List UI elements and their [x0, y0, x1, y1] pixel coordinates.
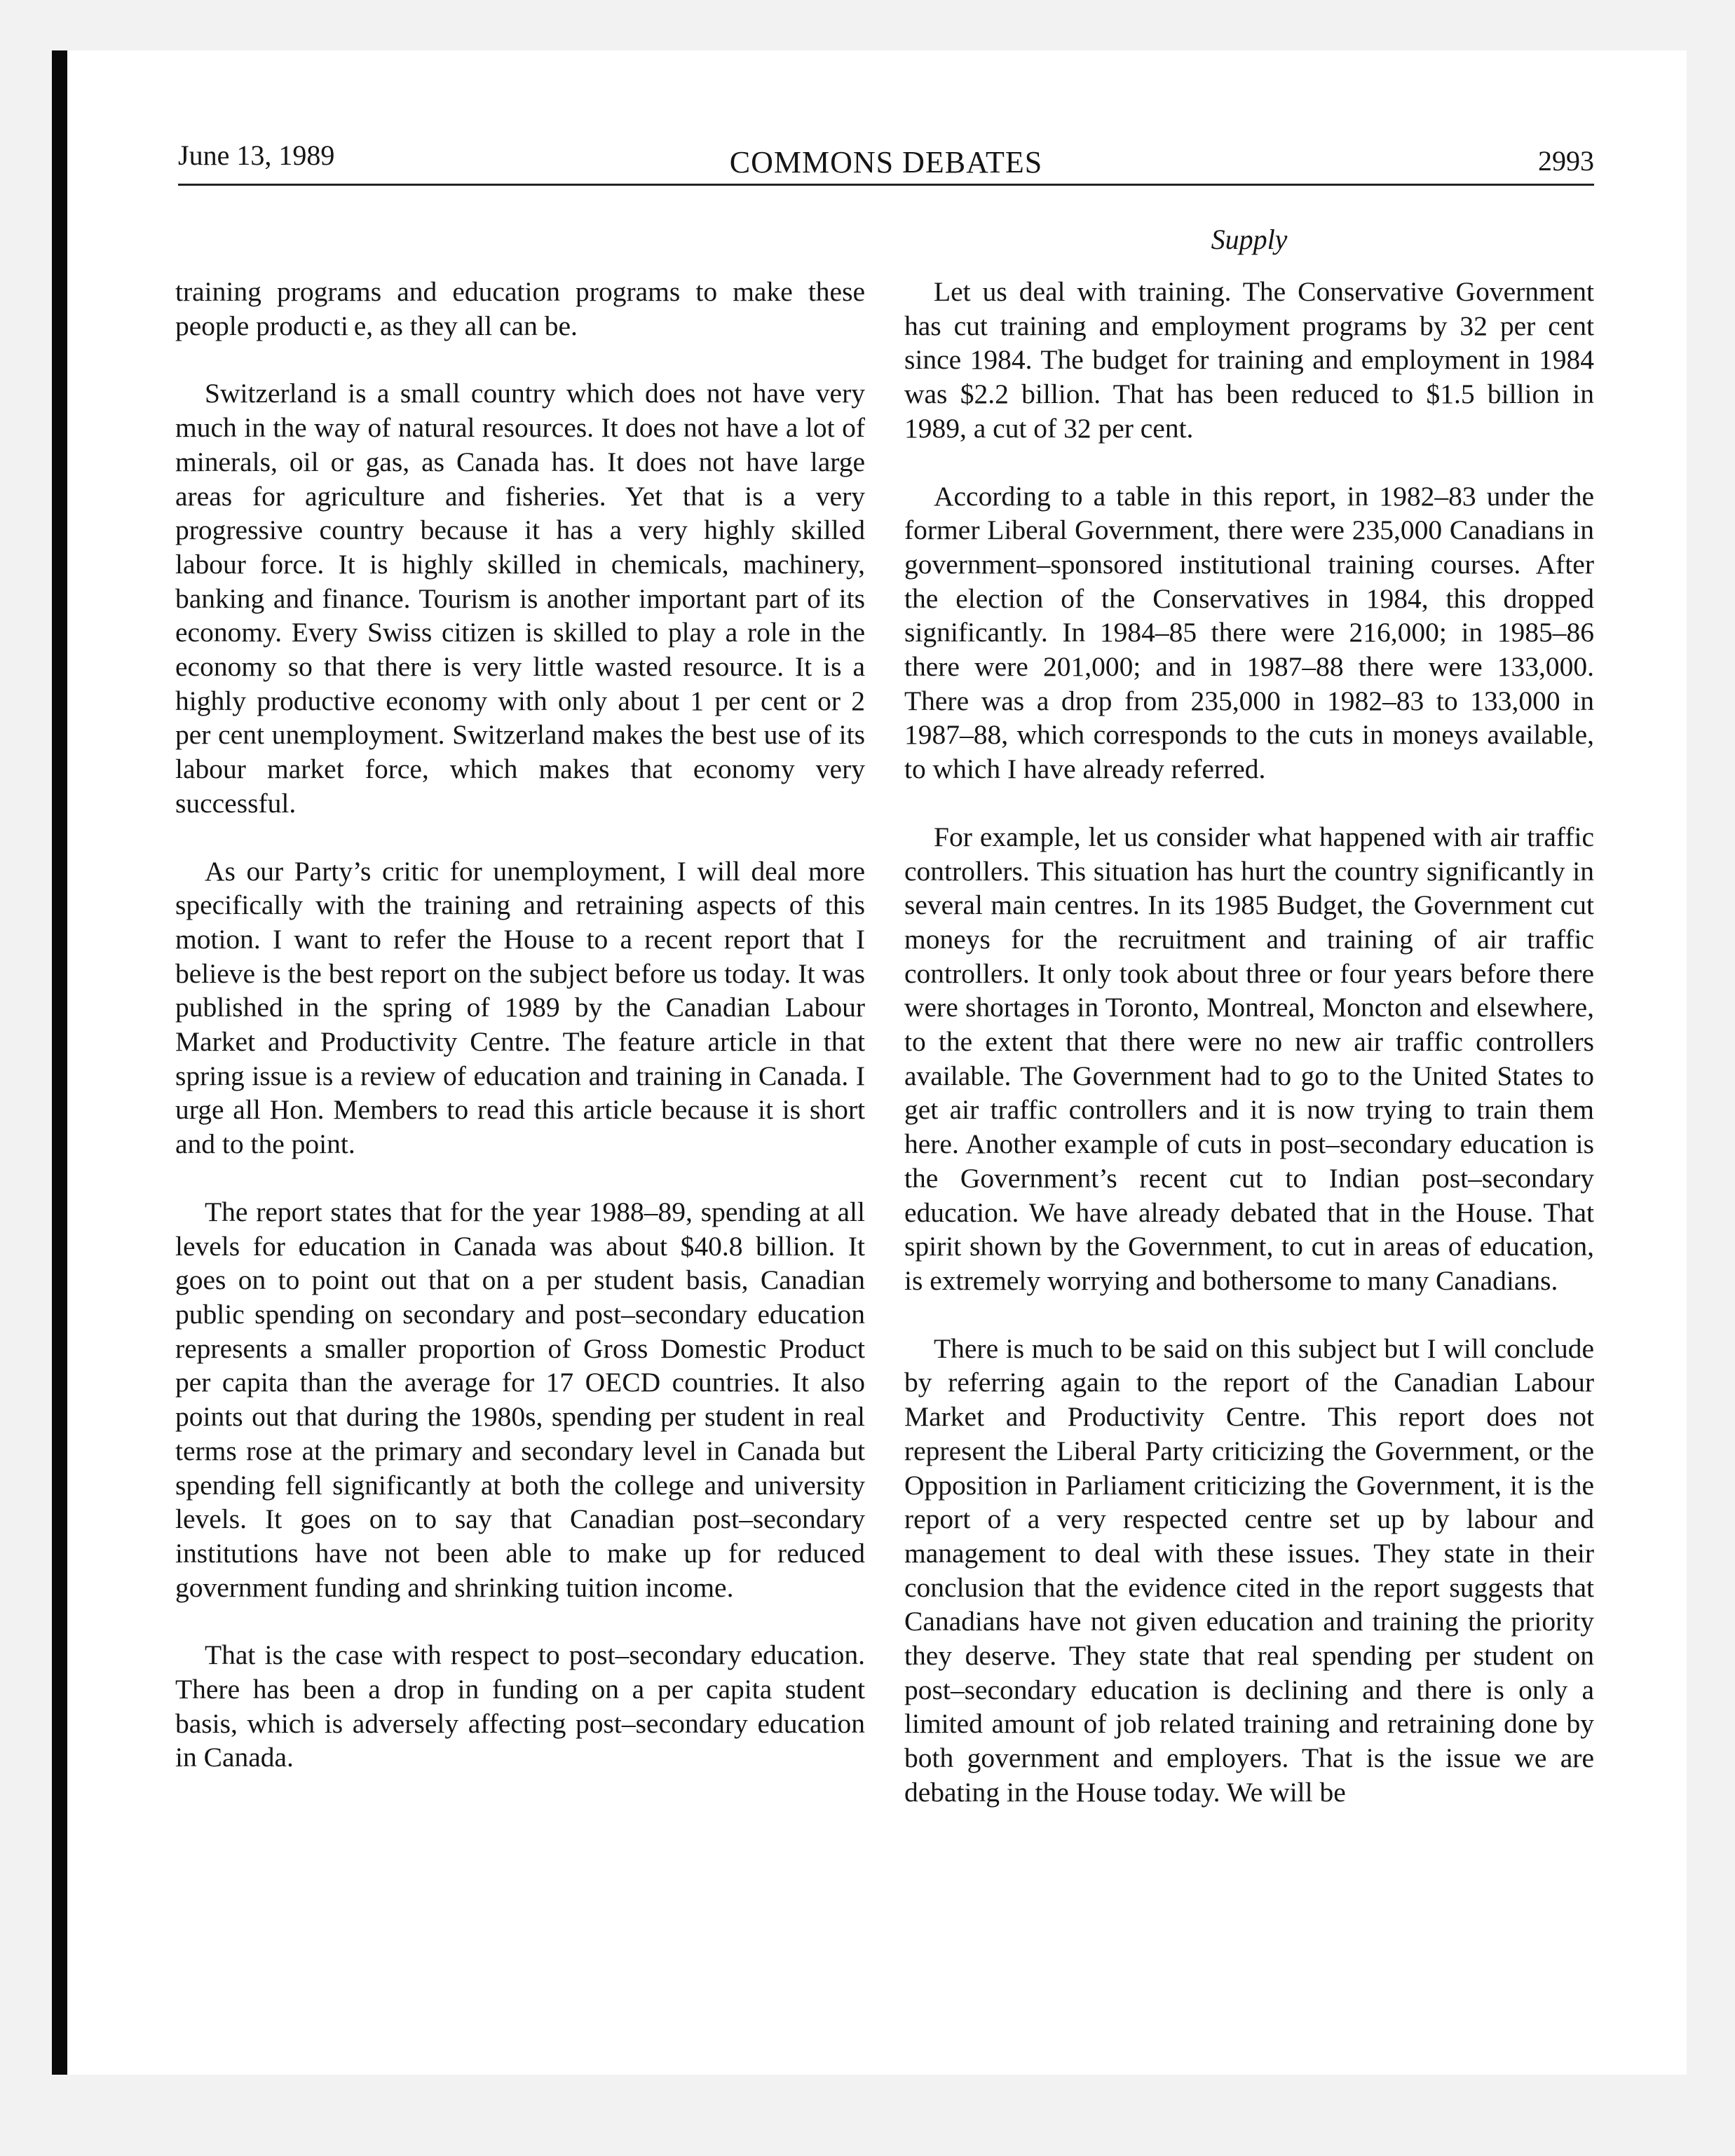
paragraph: training programs and education programs to make these people producti e, as they all can be.	[175, 276, 865, 341]
paragraph: There is much to be said on this subject but I will conclude by referring again to the report of the Canadian Labour Market and Productivity Centre. This report does not represent the Liberal Party criticizing the Government, or the Opposition in Parliament criticizing the Government, it is the report of a very respected centre set up by labour and management to deal with these issues. They state in their conclusion that the evidence cited in the report suggests that Canadians have not given education and training the priority they deserve. They state that real spending per student on post–secondary education is declining and there is only a limited amount of job related training and retraining done by both government and employers. That is the issue we are debating in the House today. We will be	[904, 1332, 1594, 1808]
paragraph: Let us deal with training. The Conservative Government has cut training and employment programs by 32 per cent since 1984. The budget for training and employment in 1984 was $2.2 billion. That has been reduced to $1.5 billion in 1989, a cut of 32 per cent.	[904, 276, 1594, 444]
page-header	[178, 139, 1594, 182]
header-date: June 13, 1989	[178, 139, 335, 171]
header-title: COMMONS DEBATES	[729, 145, 1043, 179]
paragraph: That is the case with respect to post–secondary education. There has been a drop in funding on a per capita student basis, which is adversely affecting post–secondary education in Canada.	[175, 1639, 865, 1773]
header-page-number: 2993	[1538, 145, 1594, 177]
section-label: Supply	[1211, 224, 1288, 255]
header-rule	[178, 184, 1594, 186]
paragraph: For example, let us consider what happened with air traffic controllers. This situation has hurt the country significantly in several main centres. In its 1985 Budget, the Government cut moneys for the recruitment and training of air traffic controllers. It only took about three or four years before there were shortages in Toronto, Montreal, Moncton and elsewhere, to the extent that there were no new air traffic controllers available. The Government had to go to the United States to get air traffic controllers and it is now trying to train them here. Another example of cuts in post–secondary education is the Government’s recent cut to Indian post–secondary education. We have already debated that in the House. That spirit shown by the Government, to cut in areas of education, is extremely worrying and bothersome to many Canadians.	[904, 821, 1594, 1296]
scan-edge	[52, 50, 67, 2075]
paragraph: As our Party’s critic for unemployment, I will deal more specifically with the training and retraining aspects of this motion. I want to refer the House to a recent report that I believe is the best report on the subject before us today. It was published in the spring of 1989 by the Canadian Labour Market and Productivity Centre. The feature article in that spring issue is a review of education and training in Canada. I urge all Hon. Members to read this article because it is short and to the point.	[175, 855, 865, 1160]
left-column	[175, 275, 865, 1775]
right-column	[904, 275, 1594, 1810]
paragraph: Switzerland is a small country which does not have very much in the way of natural resources. It does not have a lot of minerals, oil or gas, as Canada has. It does not have large areas for agriculture and fisheries. Yet that is a very progressive country because it has a very highly skilled labour force. It is highly skilled in chemicals, machinery, banking and finance. Tourism is another important part of its economy. Every Swiss citizen is skilled to play a role in the economy so that there is very little wasted resource. It is a highly productive economy with only about 1 per cent or 2 per cent unemployment. Switzerland makes the best use of its labour market force, which makes that economy very successful.	[175, 378, 865, 819]
paragraph: According to a table in this report, in 1982–83 under the former Liberal Government, there were 235,000 Canadians in government–sponsored institutional training courses. After the election of the Conservatives in 1984, this dropped significantly. In 1984–85 there were 216,000; in 1985–86 there were 201,000; and in 1987–88 there were 133,000. There was a drop from 235,000 in 1982–83 to 133,000 in 1987–88, which corresponds to the cuts in moneys available, to which I have already referred.	[904, 480, 1594, 785]
paragraph: The report states that for the year 1988–89, spending at all levels for education in Canada was about $40.8 billion. It goes on to point out that on a per student basis, Canadian public spending on secondary and post–secondary education represents a smaller proportion of Gross Domestic Product per capita than the average for 17 OECD countries. It also points out that during the 1980s, spending per student in real terms rose at the primary and secondary level in Canada but spending fell significantly at both the college and university levels. It goes on to say that Canadian post–secondary institutions have not been able to make up for reduced government funding and shrinking tuition income.	[175, 1196, 865, 1603]
